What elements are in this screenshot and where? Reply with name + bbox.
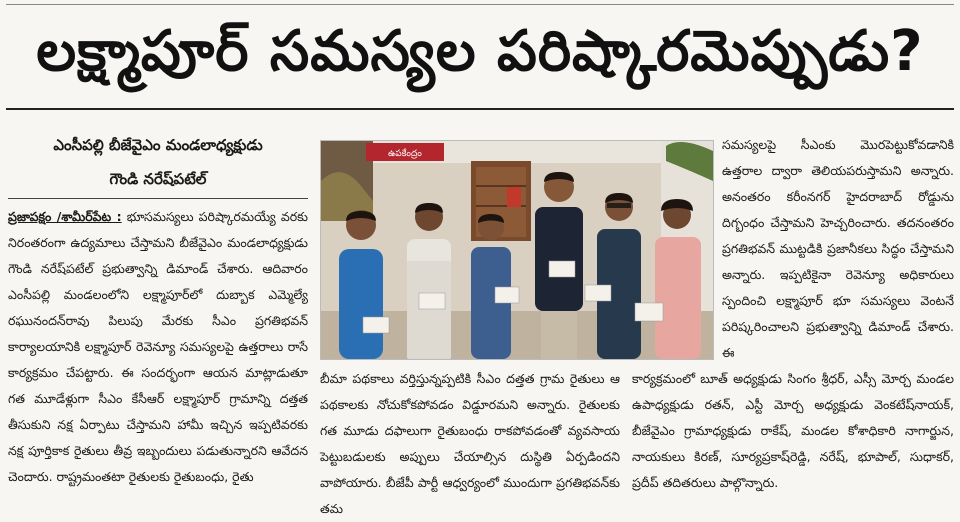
sign-text: ఉపకేంద్రం <box>388 149 422 159</box>
column-2-text: బీమా పథకాలు వర్తిస్తున్నప్పటికి సీఎం దత్తత గ్రామ రైతులు ఆ పథకాలకు నోచుకోకపోవడం విడ్డూరమని అన్నారు. రైతులకు గత మూడు దఫాలుగా రైతుబంధు రాకపోవడంతో వ్యవసాయ పెట్టుబడులకు అప్పులు చేయాల్సిన దుస్థితి ఏర్పడిందని వాపోయారు. బీజేపీ పార్టీ ఆధ్వర్యంలో ముందుగా ప్రగతిభవన్‌కు తమ <box>320 371 620 516</box>
headline-rule <box>6 108 954 110</box>
group-photo-illustration <box>321 141 713 359</box>
subheadline <box>8 128 308 196</box>
news-photo <box>320 140 714 360</box>
column-3-text: కార్యక్రమంలో బూత్ అధ్యక్షుడు సింగం శ్రీధర్, ఎస్సీ మోర్చ మండల ఉపాధ్యక్షుడు రతన్, ఎస్టీ మోర్చ అధ్యక్షుడు వెంకటేష్‌నాయక్, బీజేవైఎం గ్రామాధ్యక్షుడు రాకేష్, మండల కోశాధికారి నాగార్జున, నాయకులు కిరణ్, సూర్యప్రకాష్‌రెడ్డి, నరేష్, భూపాల్, సుధాకర్, ప్రదీప్ తదితరులు పాల్గొన్నారు. <box>632 371 954 490</box>
column-4-text: సమస్యలపై సీఎంకు మొరపెట్టుకోవడానికి ఉత్తరాల ద్వారా తెలియపరుస్తామని అన్నారు. అనంతరం కరీంనగర్ హైదరాబాద్ రోడ్డును దిగ్బంధం చేస్తామని హెచ్చరించారు. తదనంతరం ప్రగతిభవన్ ముట్టడికి ప్రజానీకలు సిద్ధం చేస్తామని అన్నారు. ఇప్పటికైనా రెవెన్యూ అధికారులు స్పందించి లక్ష్మాపూర్ భూ సమస్యలు వెంటనే పరిష్కరించాలని ప్రభుత్వాన్ని డిమాండ్ చేశారు. ఈ <box>722 137 954 360</box>
subheadline-line-1: ఎంసీపల్లి బీజేవైఎం మండలాధ్యక్షుడు <box>53 136 263 154</box>
subheadline-line-2: గౌండి నరేష్‌పటేల్ <box>109 170 207 188</box>
dateline: ప్రజాపక్షం /శామీర్‌పేట : <box>8 209 122 224</box>
top-rule <box>6 4 954 5</box>
article-column-1 <box>8 204 308 490</box>
subheadline-rule <box>8 198 308 199</box>
column-1-text: భూసమస్యలు పరిష్కారమయ్యే వరకు నిరంతరంగా ఉద్యమాలు చేస్తామని బీజేవైఎం మండలాధ్యక్షుడు గౌండి నరేష్‌పటేల్ ప్రభుత్వాన్ని డిమాండ్ చేశారు. ఆదివారం ఎంసీపల్లి మండలంలోని లక్ష్మాపూర్‌లో దుబ్బాక ఎమ్మెల్యే రఘునందన్‌రావు పిలుపు మేరకు సీఎం ప్రగతిభవన్ కార్యాలయానికి లక్ష్మాపూర్ రెవెన్యూ సమస్యలపై ఉత్తరాలు రాసే కార్యక్రమం చేపట్టారు. ఈ సందర్భంగా ఆయన మాట్లాడుతూ గత మూడేళ్లుగా సీఎం కేసీఆర్ లక్ష్మాపూర్ గ్రామాన్ని దత్తత తీసుకుని నక్ష ఏర్పాటు చేస్తామని హామీ ఇచ్చిన ఇప్పటివరకు నక్ష పూర్తికాక రైతులు తీవ్ర ఇబ్బందులు పడుతున్నారని ఆవేదన చెందారు. రాష్ట్రమంతటా రైతులకు రైతుబంధు, రైతు <box>8 209 309 484</box>
article-column-3 <box>632 366 954 496</box>
article-column-4 <box>722 132 954 366</box>
headline: లక్ష్మాపూర్ సమస్యల పరిష్కారమెప్పుడు? <box>36 19 924 84</box>
article-column-2 <box>320 366 620 522</box>
